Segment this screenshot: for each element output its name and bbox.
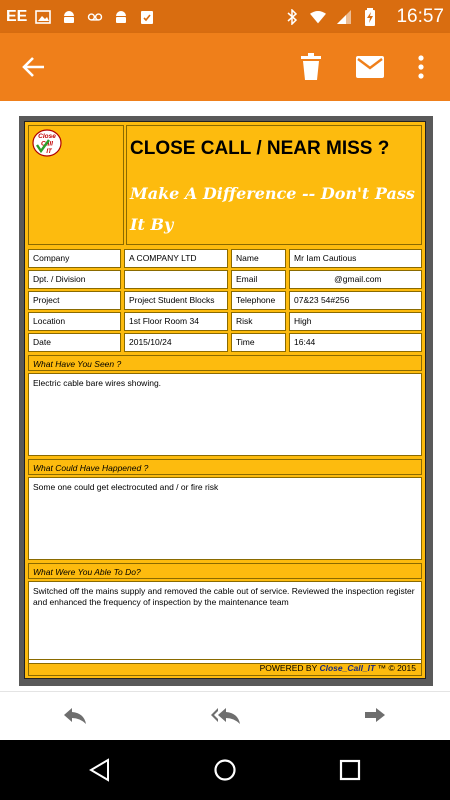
- bluetooth-icon: [284, 9, 300, 25]
- form-header: [28, 125, 422, 247]
- logo-cell: [28, 125, 124, 245]
- detail-row: [28, 333, 422, 352]
- detail-label: Date: [28, 333, 121, 352]
- app-bar: [0, 33, 450, 101]
- footer-brand: Close_Call_IT: [319, 663, 376, 673]
- back-arrow-icon[interactable]: [20, 53, 48, 81]
- mail-icon[interactable]: [355, 54, 385, 80]
- detail-label: Risk: [231, 312, 286, 331]
- section-label-actions: What Were You Able To Do?: [28, 563, 422, 579]
- detail-value: [124, 270, 228, 289]
- form-title: CLOSE CALL / NEAR MISS ?: [130, 138, 390, 159]
- battery-charging-icon: [362, 9, 378, 25]
- section-text-happened: Some one could get electrocuted and / or fire risk: [28, 477, 422, 560]
- delete-icon[interactable]: [298, 53, 324, 81]
- detail-row: [28, 312, 422, 331]
- image-icon: [35, 9, 51, 25]
- form-footer: [28, 659, 422, 676]
- detail-label: Project: [28, 291, 121, 310]
- wifi-icon: [310, 9, 326, 25]
- detail-row: [28, 291, 422, 310]
- detail-label: Location: [28, 312, 121, 331]
- detail-label: Telephone: [231, 291, 286, 310]
- close-call-form: [24, 121, 426, 679]
- voicemail-icon: [87, 9, 103, 25]
- section-label-happened: What Could Have Happened ?: [28, 459, 422, 475]
- detail-value: High: [289, 312, 422, 331]
- nav-back-icon[interactable]: [88, 758, 112, 782]
- detail-label: Time: [231, 333, 286, 352]
- clipboard-check-icon: [139, 9, 155, 25]
- nav-home-icon[interactable]: [213, 758, 237, 782]
- detail-row: [28, 270, 422, 289]
- form-subtitle: Make A Difference -- Don't Pass It By: [130, 184, 415, 234]
- svg-text:Call: Call: [41, 140, 53, 148]
- footer-prefix: POWERED BY: [259, 663, 318, 673]
- more-vert-icon[interactable]: [414, 53, 428, 81]
- detail-value: Project Student Blocks: [124, 291, 228, 310]
- android-icon: [61, 9, 77, 25]
- email-value[interactable]: @gmail.com: [289, 270, 422, 289]
- detail-row: [28, 249, 422, 268]
- clock: 16:57: [396, 5, 444, 27]
- detail-label: Company: [28, 249, 121, 268]
- svg-text:Close: Close: [38, 133, 56, 140]
- message-action-bar: [0, 691, 450, 740]
- reply-icon[interactable]: [62, 706, 88, 726]
- detail-value: A COMPANY LTD: [124, 249, 228, 268]
- form-frame: [19, 116, 433, 686]
- detail-value: 1st Floor Room 34: [124, 312, 228, 331]
- android-icon: [113, 9, 129, 25]
- detail-value: 07&23 54#256: [289, 291, 422, 310]
- detail-label: Dpt. / Division: [28, 270, 121, 289]
- detail-label: Name: [231, 249, 286, 268]
- section-text-actions: Switched off the mains supply and removed the cable out of service. Reviewed the inspection register and enhanced the frequency of inspection by the maintenance team: [28, 581, 422, 664]
- footer-suffix: ™ © 2015: [377, 663, 416, 673]
- detail-value: 2015/10/24: [124, 333, 228, 352]
- status-bar: [0, 0, 450, 33]
- close-call-it-logo: [32, 128, 62, 158]
- carrier-label: EE: [6, 7, 28, 25]
- email-body: [0, 101, 450, 691]
- signal-icon: [336, 9, 352, 25]
- system-nav-bar: [0, 740, 450, 800]
- title-cell: [126, 125, 422, 245]
- detail-label: Email: [231, 270, 286, 289]
- section-label-seen: What Have You Seen ?: [28, 355, 422, 371]
- svg-text:IT: IT: [46, 149, 52, 155]
- nav-recents-icon[interactable]: [338, 758, 362, 782]
- reply-all-icon[interactable]: [210, 706, 242, 726]
- section-text-seen: Electric cable bare wires showing.: [28, 373, 422, 456]
- forward-icon[interactable]: [362, 706, 388, 726]
- detail-value: Mr Iam Cautious: [289, 249, 422, 268]
- detail-value: 16:44: [289, 333, 422, 352]
